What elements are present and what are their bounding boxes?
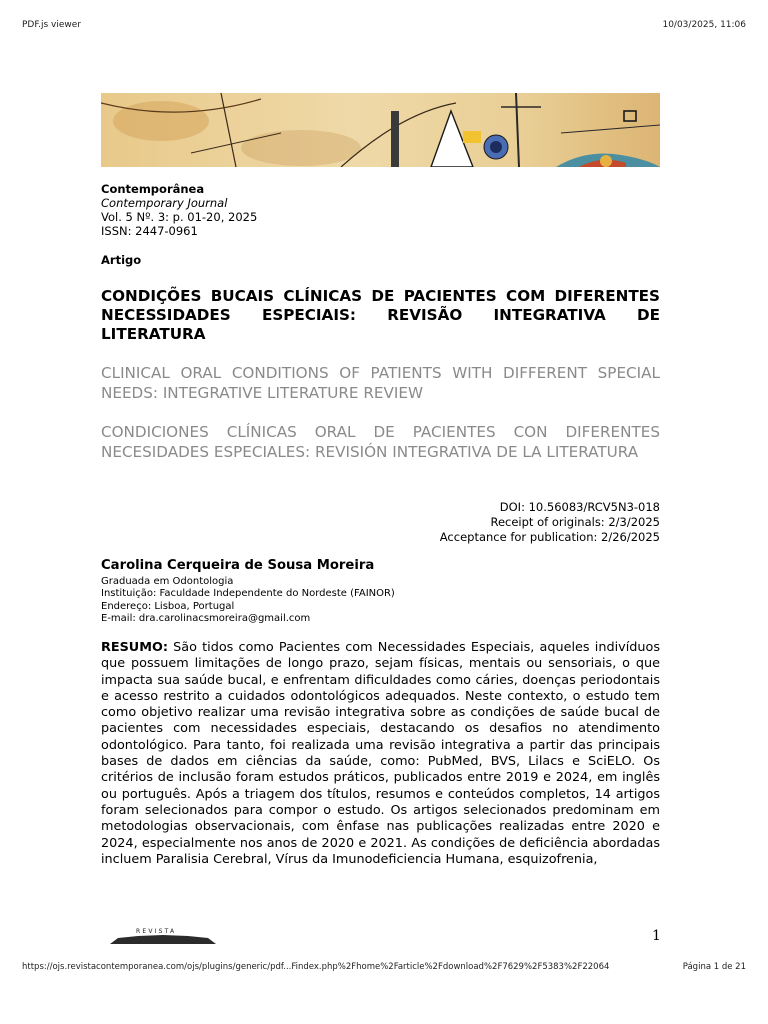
author-degree: Graduada em Odontologia — [101, 576, 234, 587]
abstract — [101, 640, 660, 868]
receipt-date: Receipt of originals: 2/3/2025 — [490, 515, 660, 529]
app-title: PDF.js viewer — [22, 20, 81, 30]
revista-logo — [108, 927, 218, 945]
logo-text: REVISTA — [136, 928, 177, 935]
author-block — [101, 558, 661, 626]
publication-meta — [440, 500, 660, 545]
page-number: 1 — [652, 928, 661, 944]
title-spanish: CONDICIONES CLÍNICAS ORAL DE PACIENTES CON DIFERENTES NECESIDADES ESPECIALES: REVISIÓN INTEGRATIVA DE LA LITERATURA — [101, 423, 660, 461]
acceptance-date: Acceptance for publication: 2/26/2025 — [439, 530, 660, 544]
page-url: https://ojs.revistacontemporanea.com/ojs/plugins/generic/pdf...Findex.php%2Fhome%2Farticle%2Fdownload%2F7629%2F5383%2F22064 — [22, 962, 610, 972]
title-english: CLINICAL ORAL CONDITIONS OF PATIENTS WITH DIFFERENT SPECIAL NEEDS: INTEGRATIVE LITERATURE REVIEW — [101, 364, 660, 402]
journal-subtitle: Contemporary Journal — [101, 196, 228, 210]
author-address: Endereço: Lisboa, Portugal — [101, 600, 235, 612]
print-footer — [22, 962, 746, 976]
doi: DOI: 10.56083/RCV5N3-018 — [499, 500, 660, 514]
title-portuguese: CONDIÇÕES BUCAIS CLÍNICAS DE PACIENTES COM DIFERENTES NECESSIDADES ESPECIAIS: REVISÃO INTEGRATIVA DE LITERATURA — [101, 287, 660, 343]
journal-info — [101, 182, 257, 238]
article-type: Artigo — [101, 253, 142, 267]
journal-issn: ISSN: 2447-0961 — [101, 224, 198, 238]
author-name: Carolina Cerqueira de Sousa Moreira — [101, 558, 375, 573]
print-datetime: 10/03/2025, 11:06 — [662, 20, 746, 30]
print-header — [22, 20, 746, 34]
author-institution: Instituição: Faculdade Independente do Nordeste (FAINOR) — [101, 588, 395, 600]
author-email: E-mail: dra.carolinacsmoreira@gmail.com — [101, 613, 311, 625]
abstract-label: RESUMO: — [101, 640, 168, 655]
abstract-text: São tidos como Pacientes com Necessidades Especiais, aqueles indivíduos que possuem limitações de longo prazo, sejam físicas, mentais ou sensoriais, o que impacta sua saúde bucal, e enfrentam dificuldades como cáries, doenças periodontais e acesso restrito a cuidados odontológicos adequados. Neste contexto, o estudo tem como objetivo realizar uma revisão integrativa sobre as condições de saúde bucal de pacientes com necessidades especiais, destacando os desafios no atendimento odontológico. Para tanto, foi realizada uma revisão integrativa a partir das principais bases de dados em ciências da saúde, como: PubMed, BVS, Lilacs e SciELO. Os critérios de inclusão foram estudos práticos, publicados entre 2019 e 2024, em inglês ou português. Após a triagem dos títulos, resumos e conteúdos completos, 14 artigos foram selecionados para compor o estudo. Os artigos selecionados predominam em metodologias observacionais, com ênfase nas publicações realizadas entre 2020 e 2024, especialmente nos anos de 2020 e 2021. As condições de deficiência abordadas incluem Paralisia Cerebral, Vírus da Imunodeficiencia Humana, esquizofrenia, — [101, 640, 660, 867]
journal-name: Contemporânea — [101, 182, 205, 196]
journal-banner-artwork — [101, 93, 660, 167]
journal-volume: Vol. 5 Nº. 3: p. 01-20, 2025 — [101, 210, 258, 224]
page-indicator: Página 1 de 21 — [682, 962, 746, 972]
